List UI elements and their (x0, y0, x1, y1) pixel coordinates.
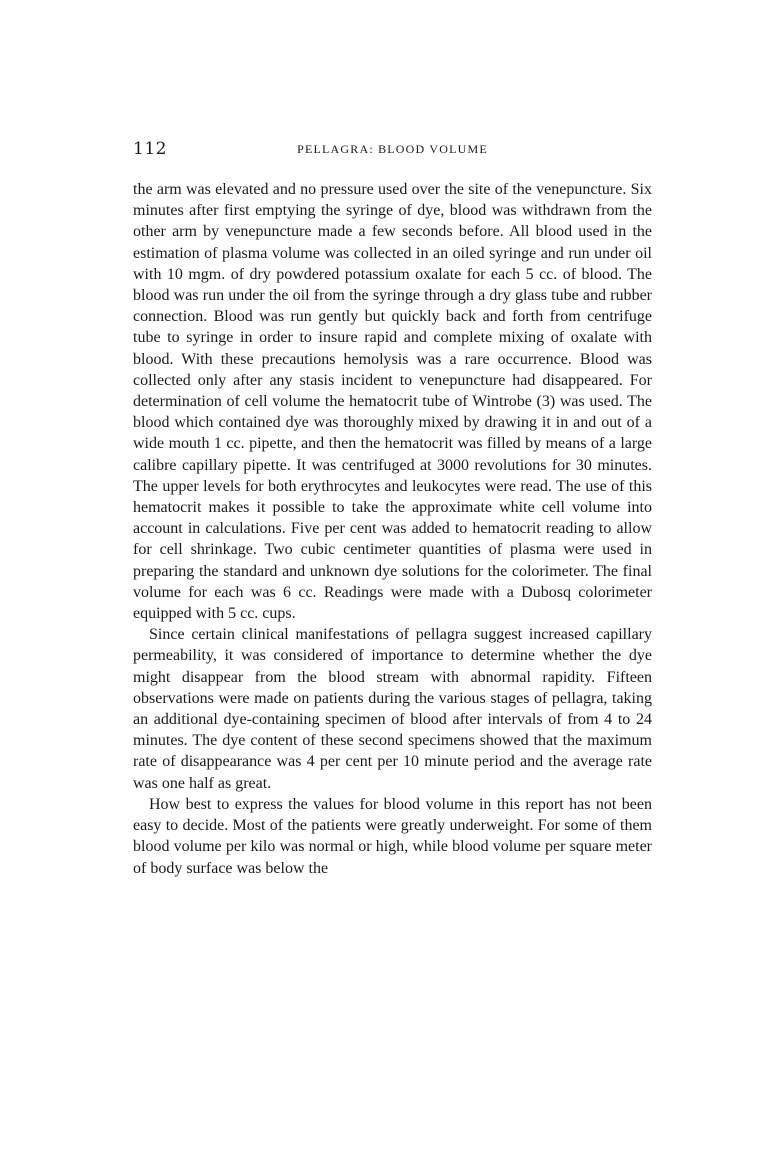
page-number: 112 (133, 139, 167, 159)
paragraph-continuation: the arm was elevated and no pressure used over the site of the venepuncture. Six minutes after first emptying the syringe of dye, blood was withdrawn from the other arm by venepuncture made a few seconds before. All blood used in the estimation of plasma volume was collected in an oiled syringe and run under oil with 10 mgm. of dry powdered potassium oxalate for each 5 cc. of blood. The blood was run under the oil from the syringe through a dry glass tube and rubber connection. Blood was run gently but quickly back and forth from centrifuge tube to syringe in order to insure rapid and complete mixing of oxalate with blood. With these precautions hemolysis was a rare occurrence. Blood was collected only after any stasis incident to venepuncture had disappeared. For determination of cell volume the hematocrit tube of Wintrobe (3) was used. The blood which contained dye was thoroughly mixed by drawing it in and out of a wide mouth 1 cc. pipette, and then the hematocrit was filled by means of a large calibre capillary pipette. It was centrifuged at 3000 revolutions for 30 minutes. The upper levels for both erythrocytes and leukocytes were read. The use of this hematocrit makes it possible to take the approximate white cell volume into account in calculations. Five per cent was added to hematocrit reading to allow for cell shrinkage. Two cubic centimeter quantities of plasma were used in preparing the standard and unknown dye solutions for the colorimeter. The final volume for each was 6 cc. Readings were made with a Dubosq colorimeter equipped with 5 cc. cups. (133, 181, 652, 623)
body-text (133, 179, 652, 879)
paragraph-blood-volume-expression: How best to express the values for blood volume in this report has not been easy to decide. Most of the patients were greatly underweight. For some of them blood volume per kilo was normal or high, while blood volume per square meter of body surface was below the (133, 795, 652, 877)
running-title: PELLAGRA: BLOOD VOLUME (297, 142, 488, 156)
paragraph-dye-disappearance: Since certain clinical manifestations of pellagra suggest increased capillary permeability, it was considered of importance to determine whether the dye might disappear from the blood stream with abnormal rapidity. Fifteen observations were made on patients during the various stages of pellagra, taking an additional dye-containing specimen of blood after intervals of from 4 to 24 minutes. The dye content of these second specimens showed that the maximum rate of disappearance was 4 per cent per 10 minute period and the average rate was one half as great. (133, 626, 652, 792)
page-header (133, 139, 652, 163)
